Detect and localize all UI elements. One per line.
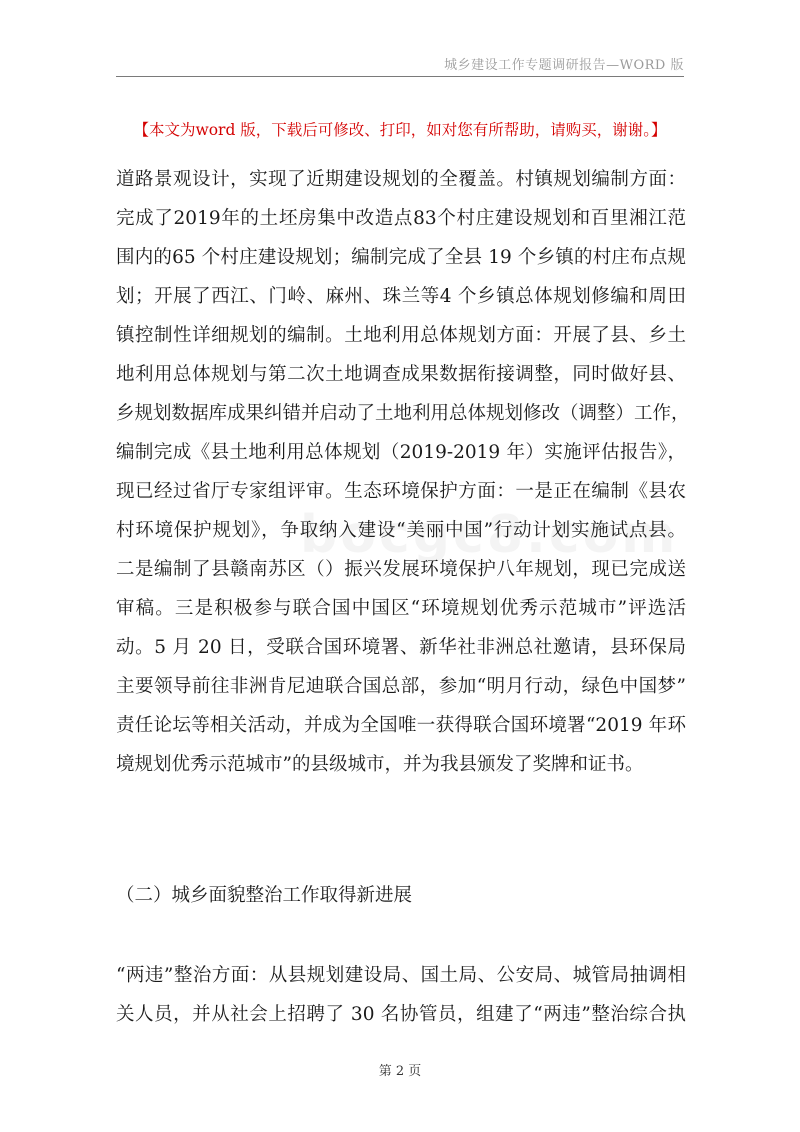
section-subheading: （二）城乡面貌整治工作取得新进展 <box>116 885 413 906</box>
paragraph-line: 境规划优秀示范城市”的县级城市，并为我县颁发了奖牌和证书。 <box>116 754 644 775</box>
paragraph-line: 主要领导前往非洲肯尼迪联合国总部，参加“明月行动，绿色中国梦” <box>116 676 686 697</box>
download-notice: 【本文为word 版，下载后可修改、打印，如对您有所帮助，请购买，谢谢。】 <box>133 121 667 139</box>
paragraph-line: 完成了2019年的土坯房集中改造点83个村庄建设规划和百里湘江范 <box>116 208 686 229</box>
paragraph-line: 围内的65 个村庄建设规划；编制完成了全县 19 个乡镇的村庄布点规 <box>116 247 686 268</box>
paragraph-line: 二是编制了县赣南苏区（）振兴发展环境保护八年规划，现已完成送 <box>116 559 686 580</box>
paragraph-line: 审稿。三是积极参与联合国中国区“环境规划优秀示范城市”评选活 <box>116 598 686 619</box>
paragraph-line: 关人员，并从社会上招聘了 30 名协管员，组建了“两违”整治综合执 <box>116 1004 686 1025</box>
paragraph-line: 乡规划数据库成果纠错并启动了土地利用总体规划修改（调整）工作， <box>116 403 690 424</box>
paragraph-2 <box>116 956 686 1034</box>
paragraph-line: 道路景观设计，实现了近期建设规划的全覆盖。村镇规划编制方面： <box>116 169 686 190</box>
paragraph-line: 编制完成《县土地利用总体规划（2019-2019 年）实施评估报告》， <box>116 442 686 463</box>
paragraph-line: 责任论坛等相关活动，并成为全国唯一获得联合国环境署“2019 年环 <box>116 715 686 736</box>
paragraph-1 <box>116 160 690 784</box>
running-header: 城乡建设工作专题调研报告—WORD 版 <box>444 58 684 73</box>
paragraph-line: 地利用总体规划与第二次土地调查成果数据衔接调整，同时做好县、 <box>116 364 686 385</box>
header-divider <box>116 76 684 77</box>
paragraph-line: “两违”整治方面：从县规划建设局、国土局、公安局、城管局抽调相 <box>116 965 686 986</box>
paragraph-line: 动。5 月 20 日，受联合国环境署、新华社非洲总社邀请，县环保局 <box>116 637 686 658</box>
paragraph-line: 镇控制性详细规划的编制。土地利用总体规划方面：开展了县、乡土 <box>116 325 686 346</box>
paragraph-line: 现已经过省厅专家组评审。生态环境保护方面：一是正在编制《县农 <box>116 481 686 502</box>
page-number: 第 2 页 <box>378 1064 422 1079</box>
paragraph-line: 村环境保护规划》，争取纳入建设“美丽中国”行动计划实施试点县。 <box>116 520 686 541</box>
paragraph-line: 划；开展了西江、门岭、麻州、珠兰等4 个乡镇总体规划修编和周田 <box>116 286 686 307</box>
